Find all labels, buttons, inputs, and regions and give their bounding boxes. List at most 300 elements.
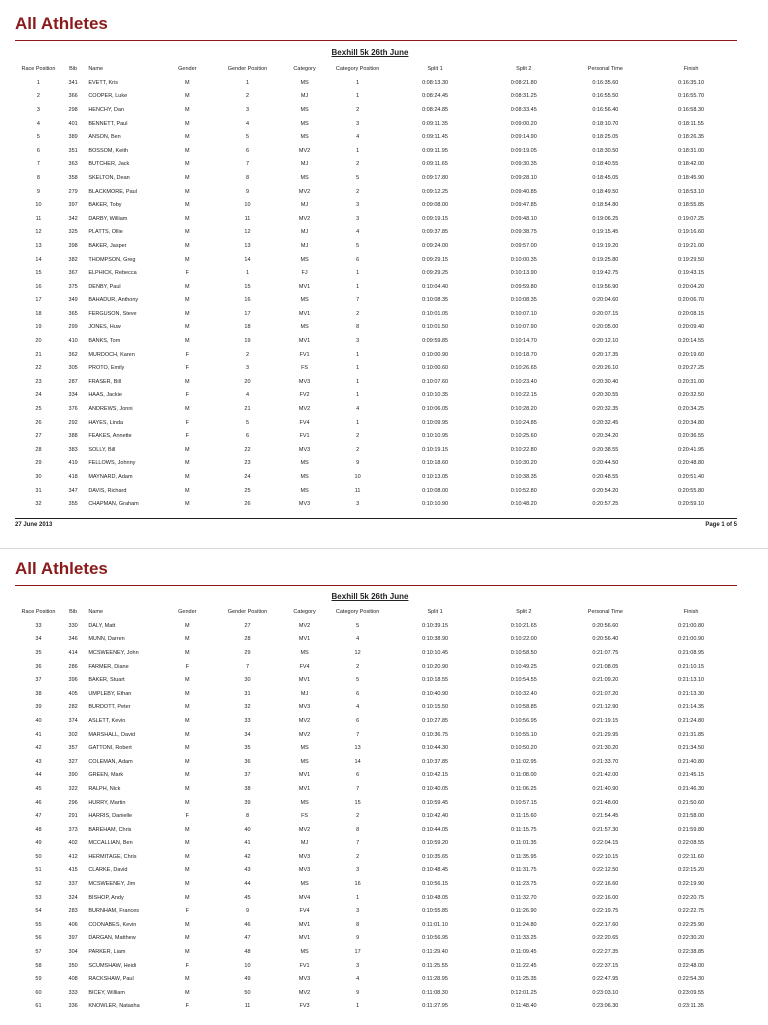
cell-personal-time: 0:22:20.65 xyxy=(592,935,619,942)
cell-gender: F xyxy=(185,351,189,358)
cell-category-position: 4 xyxy=(356,976,360,983)
cell-personal-time: 0:21:30.20 xyxy=(592,745,619,752)
cell-name: MURDOCH, Karen xyxy=(88,351,135,358)
cell-category-position: 8 xyxy=(356,826,360,833)
cell-name: BAKER, Jasper xyxy=(88,242,127,249)
cell-gender: F xyxy=(185,663,189,670)
cell-split-1: 0:10:36.75 xyxy=(422,731,449,738)
cell-split-2: 0:11:08.00 xyxy=(511,772,537,779)
cell-category: MV1 xyxy=(298,677,311,684)
cell-category: FS xyxy=(301,813,309,820)
cell-split-2: 0:10:56.95 xyxy=(510,717,537,724)
cell-bib: 336 xyxy=(68,1003,78,1010)
cell-category: MS xyxy=(300,758,309,765)
table-row xyxy=(15,457,737,471)
results-page-2 xyxy=(0,548,768,1025)
cell-name: CHAPMAN, Graham xyxy=(88,501,139,508)
cell-split-1: 0:10:00.60 xyxy=(422,365,449,372)
table-row xyxy=(15,375,737,389)
cell-bib: 419 xyxy=(68,460,78,467)
cell-name: BAREHAM, Chris xyxy=(88,826,132,833)
cell-split-2: 0:09:47.85 xyxy=(510,202,537,209)
column-header-name: Name xyxy=(88,609,103,615)
cell-category: MJ xyxy=(300,93,309,100)
cell-split-2: 0:10:21.65 xyxy=(510,622,537,629)
table-row xyxy=(15,619,737,633)
cell-category-position: 4 xyxy=(356,406,360,413)
cell-finish: 0:22:25.90 xyxy=(678,921,705,928)
cell-category-position: 2 xyxy=(356,106,360,113)
cell-name: FARMER, Diane xyxy=(88,663,129,670)
cell-split-1: 0:10:10.90 xyxy=(422,501,449,508)
cell-personal-time: 0:21:07.20 xyxy=(592,690,619,697)
cell-category-position: 5 xyxy=(356,242,360,249)
cell-race-position: 59 xyxy=(35,976,42,983)
event-title: Bexhill 5k 26th June xyxy=(331,48,409,57)
table-row xyxy=(15,972,737,986)
cell-finish: 0:20:51.40 xyxy=(678,474,705,481)
cell-personal-time: 0:20:54.20 xyxy=(592,487,619,494)
cell-category: FV2 xyxy=(299,392,310,399)
cell-race-position: 2 xyxy=(36,93,40,100)
cell-split-2: 0:09:14.90 xyxy=(510,134,537,141)
cell-category-position: 6 xyxy=(356,690,360,697)
cell-name: DARBY, William xyxy=(88,215,128,222)
cell-bib: 365 xyxy=(68,310,78,317)
table-row xyxy=(15,891,737,905)
cell-gender: F xyxy=(185,419,189,426)
table-row xyxy=(15,986,737,1000)
cell-category-position: 3 xyxy=(356,215,360,222)
cell-category: MV1 xyxy=(298,283,311,290)
heading-rule xyxy=(15,40,737,41)
cell-split-2: 0:10:23.40 xyxy=(510,378,537,385)
cell-split-1: 0:10:18.60 xyxy=(422,460,449,467)
cell-gender-position: 22 xyxy=(244,446,251,453)
cell-personal-time: 0:21:54.45 xyxy=(592,813,619,820)
cell-race-position: 53 xyxy=(35,894,42,901)
cell-bib: 358 xyxy=(68,174,78,181)
table-row xyxy=(15,103,737,117)
cell-gender-position: 39 xyxy=(244,799,251,806)
cell-category: MJ xyxy=(300,161,309,168)
cell-race-position: 28 xyxy=(35,446,42,453)
cell-split-2: 0:09:30.35 xyxy=(510,161,537,168)
cell-personal-time: 0:18:30.50 xyxy=(592,147,619,154)
cell-category-position: 1 xyxy=(356,351,360,358)
cell-gender-position: 41 xyxy=(244,840,251,847)
cell-race-position: 42 xyxy=(35,745,42,752)
cell-finish: 0:18:45.90 xyxy=(678,174,705,181)
cell-personal-time: 0:20:26.10 xyxy=(592,365,619,372)
cell-gender: M xyxy=(185,161,190,168)
cell-personal-time: 0:20:30.55 xyxy=(592,392,619,399)
cell-name: DENBY, Paul xyxy=(88,283,121,290)
cell-race-position: 4 xyxy=(36,120,40,127)
cell-gender-position: 32 xyxy=(244,704,251,711)
cell-category: MS xyxy=(300,324,309,331)
cell-split-2: 0:10:58.50 xyxy=(510,649,537,656)
cell-bib: 302 xyxy=(68,731,78,738)
cell-bib: 322 xyxy=(68,785,78,792)
cell-gender: M xyxy=(185,242,190,249)
cell-bib: 299 xyxy=(68,324,78,331)
cell-gender: M xyxy=(185,894,190,901)
cell-name: MCSWEENEY, Jim xyxy=(88,881,136,888)
column-header-category: Category xyxy=(293,609,316,615)
cell-split-2: 0:11:22.45 xyxy=(511,962,537,969)
cell-category-position: 2 xyxy=(356,813,360,820)
cell-category-position: 3 xyxy=(356,867,360,874)
cell-category: MV2 xyxy=(298,215,311,222)
cell-gender: M xyxy=(185,853,190,860)
cell-personal-time: 0:20:17.35 xyxy=(592,351,619,358)
cell-gender-position: 49 xyxy=(244,976,251,983)
cell-bib: 282 xyxy=(68,704,78,711)
cell-gender-position: 8 xyxy=(245,174,250,181)
cell-split-1: 0:10:44.05 xyxy=(422,826,449,833)
cell-finish: 0:22:20.75 xyxy=(678,894,705,901)
cell-category: FV4 xyxy=(299,663,310,670)
cell-gender: M xyxy=(185,174,190,181)
cell-race-position: 32 xyxy=(35,501,42,508)
cell-gender: M xyxy=(185,120,190,127)
cell-category-position: 12 xyxy=(354,649,361,656)
cell-category: MV3 xyxy=(298,976,311,983)
cell-bib: 375 xyxy=(68,283,78,290)
table-row xyxy=(15,416,737,430)
cell-bib: 362 xyxy=(68,351,78,358)
cell-personal-time: 0:19:19.20 xyxy=(592,242,619,249)
cell-split-2: 0:11:23.75 xyxy=(511,881,537,888)
cell-name: COONABES, Kevin xyxy=(88,921,137,928)
cell-split-1: 0:10:15.50 xyxy=(422,704,449,711)
cell-finish: 0:20:41.95 xyxy=(678,446,705,453)
cell-bib: 398 xyxy=(68,242,78,249)
table-row xyxy=(15,932,737,946)
cell-split-2: 0:09:38.75 xyxy=(510,229,537,236)
cell-personal-time: 0:21:07.75 xyxy=(592,649,619,656)
cell-gender-position: 34 xyxy=(244,731,251,738)
cell-bib: 350 xyxy=(68,962,78,969)
cell-finish: 0:18:11.55 xyxy=(678,120,704,127)
table-row xyxy=(15,877,737,891)
cell-personal-time: 0:20:57.25 xyxy=(592,501,619,508)
cell-category-position: 8 xyxy=(356,324,360,331)
cell-personal-time: 0:21:42.00 xyxy=(592,772,619,779)
cell-race-position: 16 xyxy=(35,283,42,290)
cell-name: MCCALLIAN, Ben xyxy=(88,840,133,847)
cell-category-position: 17 xyxy=(354,949,361,956)
table-row xyxy=(15,850,737,864)
table-row xyxy=(15,158,737,172)
cell-category: MJ xyxy=(300,840,309,847)
cell-gender: M xyxy=(185,826,190,833)
cell-split-2: 0:10:22.15 xyxy=(510,392,537,399)
cell-finish: 0:20:36.55 xyxy=(678,433,705,440)
cell-bib: 347 xyxy=(68,487,78,494)
table-row xyxy=(15,687,737,701)
cell-bib: 355 xyxy=(68,501,78,508)
cell-split-2: 0:09:57.00 xyxy=(510,242,537,249)
cell-bib: 373 xyxy=(68,826,78,833)
cell-category: MS xyxy=(300,745,309,752)
cell-gender: M xyxy=(185,406,190,413)
cell-finish: 0:19:07.25 xyxy=(678,215,705,222)
cell-personal-time: 0:22:19.75 xyxy=(592,908,619,915)
table-row xyxy=(15,90,737,104)
cell-finish: 0:21:40.80 xyxy=(678,758,705,765)
cell-gender: M xyxy=(185,649,190,656)
cell-finish: 0:21:14.35 xyxy=(678,704,705,711)
cell-split-2: 0:09:19.05 xyxy=(510,147,537,154)
cell-bib: 418 xyxy=(68,474,78,481)
cell-gender: M xyxy=(185,785,190,792)
cell-gender-position: 18 xyxy=(244,324,251,331)
cell-race-position: 9 xyxy=(36,188,40,195)
cell-personal-time: 0:22:10.15 xyxy=(592,853,619,860)
cell-name: GREEN, Mark xyxy=(88,772,124,779)
cell-name: SKELTON, Dean xyxy=(88,174,130,181)
cell-split-1: 0:10:48.45 xyxy=(422,867,449,874)
cell-personal-time: 0:22:37.15 xyxy=(592,962,619,969)
cell-category-position: 1 xyxy=(356,93,360,100)
cell-gender-position: 3 xyxy=(245,365,250,372)
cell-gender: F xyxy=(185,392,189,399)
cell-race-position: 60 xyxy=(35,989,42,996)
cell-race-position: 15 xyxy=(35,270,42,277)
cell-name: HARRIS, Danielle xyxy=(88,813,133,820)
cell-category-position: 7 xyxy=(356,840,360,847)
table-row xyxy=(15,660,737,674)
cell-gender-position: 42 xyxy=(244,853,251,860)
column-header-personal-time: Personal Time xyxy=(587,609,623,615)
cell-gender-position: 2 xyxy=(245,93,250,100)
footer-date: 27 June 2013 xyxy=(15,522,53,528)
cell-split-1: 0:10:35.65 xyxy=(422,853,449,860)
cell-split-2: 0:09:40.85 xyxy=(510,188,537,195)
cell-gender: M xyxy=(185,976,190,983)
cell-bib: 330 xyxy=(68,622,78,629)
cell-gender: F xyxy=(185,433,189,440)
cell-split-1: 0:11:29.40 xyxy=(422,949,448,956)
column-header-name: Name xyxy=(88,66,103,72)
cell-gender-position: 48 xyxy=(244,949,251,956)
cell-category: MS xyxy=(300,297,309,304)
cell-name: ELPHICK, Rebecca xyxy=(88,270,137,277)
cell-category-position: 1 xyxy=(356,79,360,86)
cell-gender-position: 43 xyxy=(244,867,251,874)
cell-split-2: 0:10:18.70 xyxy=(510,351,537,358)
cell-race-position: 24 xyxy=(35,392,42,399)
cell-category-position: 3 xyxy=(356,120,360,127)
cell-bib: 412 xyxy=(68,853,78,860)
cell-category-position: 2 xyxy=(356,853,360,860)
cell-gender-position: 21 xyxy=(244,406,251,413)
cell-race-position: 49 xyxy=(35,840,42,847)
cell-category: FV4 xyxy=(299,908,310,915)
table-row xyxy=(15,714,737,728)
cell-split-1: 0:09:29.25 xyxy=(422,270,449,277)
cell-race-position: 55 xyxy=(35,921,42,928)
cell-category: MS xyxy=(300,799,309,806)
table-row xyxy=(15,226,737,240)
cell-finish: 0:18:42.00 xyxy=(678,161,705,168)
table-row xyxy=(15,212,737,226)
cell-race-position: 19 xyxy=(35,324,42,331)
cell-category: MS xyxy=(300,134,309,141)
cell-split-1: 0:10:01.50 xyxy=(422,324,449,331)
cell-gender: M xyxy=(185,297,190,304)
cell-personal-time: 0:19:25.80 xyxy=(592,256,619,263)
cell-split-2: 0:10:54.55 xyxy=(510,677,537,684)
cell-split-2: 0:10:49.25 xyxy=(510,663,537,670)
cell-gender: M xyxy=(185,338,190,345)
table-row xyxy=(15,728,737,742)
cell-category: MJ xyxy=(300,229,309,236)
cell-finish: 0:21:58.00 xyxy=(678,813,705,820)
cell-finish: 0:22:15.20 xyxy=(678,867,705,874)
cell-split-1: 0:09:12.25 xyxy=(422,188,449,195)
cell-split-1: 0:09:08.00 xyxy=(422,202,449,209)
cell-gender: M xyxy=(185,324,190,331)
cell-finish: 0:22:38.85 xyxy=(678,949,705,956)
cell-personal-time: 0:20:30.40 xyxy=(592,378,619,385)
cell-name: BUTCHER, Jack xyxy=(88,161,130,168)
cell-split-1: 0:10:56.15 xyxy=(422,881,449,888)
cell-gender-position: 4 xyxy=(245,392,250,399)
event-title: Bexhill 5k 26th June xyxy=(331,592,409,601)
cell-gender-position: 6 xyxy=(245,433,250,440)
cell-finish: 0:21:24.80 xyxy=(678,717,705,724)
cell-split-2: 0:10:38.35 xyxy=(510,474,537,481)
cell-gender: M xyxy=(185,134,190,141)
table-header-row xyxy=(15,605,737,619)
cell-bib: 333 xyxy=(68,989,78,996)
column-header-gender: Gender xyxy=(178,609,197,615)
cell-race-position: 40 xyxy=(35,717,42,724)
cell-name: FERGUSON, Steve xyxy=(88,310,137,317)
cell-gender-position: 45 xyxy=(244,894,251,901)
cell-bib: 304 xyxy=(68,949,78,956)
cell-gender: M xyxy=(185,188,190,195)
cell-bib: 292 xyxy=(68,419,78,426)
table-row xyxy=(15,185,737,199)
cell-gender-position: 5 xyxy=(245,419,250,426)
cell-bib: 388 xyxy=(68,433,78,440)
cell-category-position: 7 xyxy=(356,785,360,792)
table-row xyxy=(15,633,737,647)
cell-race-position: 6 xyxy=(36,147,40,154)
cell-gender: M xyxy=(185,378,190,385)
cell-personal-time: 0:22:16.60 xyxy=(592,881,619,888)
cell-personal-time: 0:21:29.95 xyxy=(592,731,619,738)
table-row xyxy=(15,348,737,362)
page-footer xyxy=(15,518,737,528)
cell-category: MS xyxy=(300,487,309,494)
column-header-bib: Bib xyxy=(69,609,78,615)
cell-finish: 0:20:34.25 xyxy=(678,406,705,413)
cell-race-position: 31 xyxy=(35,487,42,494)
table-row xyxy=(15,864,737,878)
cell-name: BAKER, Stuart xyxy=(88,677,125,684)
cell-finish: 0:21:13.10 xyxy=(678,677,705,684)
cell-race-position: 13 xyxy=(35,242,42,249)
cell-gender-position: 13 xyxy=(244,242,251,249)
cell-gender-position: 47 xyxy=(244,935,251,942)
cell-split-1: 0:10:59.20 xyxy=(422,840,449,847)
cell-personal-time: 0:22:04.15 xyxy=(592,840,619,847)
cell-split-1: 0:11:28.95 xyxy=(422,976,448,983)
cell-finish: 0:23:11.35 xyxy=(678,1003,704,1010)
cell-split-1: 0:08:24.85 xyxy=(422,106,449,113)
cell-personal-time: 0:20:32.45 xyxy=(592,419,619,426)
cell-name: BLACKMORE, Paul xyxy=(88,188,137,195)
cell-category: MS xyxy=(300,474,309,481)
cell-race-position: 33 xyxy=(35,622,42,629)
cell-finish: 0:16:35.10 xyxy=(678,79,705,86)
cell-race-position: 45 xyxy=(35,785,42,792)
cell-gender-position: 6 xyxy=(245,147,250,154)
cell-category-position: 13 xyxy=(354,745,361,752)
cell-race-position: 50 xyxy=(35,853,42,860)
cell-category: FV1 xyxy=(299,351,310,358)
cell-split-1: 0:10:10.35 xyxy=(422,392,449,399)
cell-finish: 0:20:04.20 xyxy=(678,283,705,290)
cell-split-1: 0:09:11.65 xyxy=(422,161,448,168)
cell-name: HAAS, Jackie xyxy=(88,392,122,399)
table-row xyxy=(15,266,737,280)
cell-category: MV2 xyxy=(298,147,311,154)
cell-personal-time: 0:23:03.10 xyxy=(592,989,619,996)
cell-gender: M xyxy=(185,921,190,928)
cell-name: BURDOTT, Peter xyxy=(88,704,131,711)
cell-category: MV1 xyxy=(298,310,311,317)
cell-category-position: 8 xyxy=(356,921,360,928)
table-row xyxy=(15,171,737,185)
cell-name: DALY, Matt xyxy=(88,622,116,629)
cell-category-position: 6 xyxy=(356,256,360,263)
cell-category: MV3 xyxy=(298,378,311,385)
cell-category-position: 6 xyxy=(356,717,360,724)
cell-split-1: 0:10:18.55 xyxy=(422,677,449,684)
cell-bib: 346 xyxy=(68,636,78,643)
cell-gender-position: 1 xyxy=(245,79,250,86)
cell-finish: 0:21:00.90 xyxy=(678,636,705,643)
cell-name: KNOWLER, Natasha xyxy=(88,1003,140,1010)
column-header-gender-position: Gender Position xyxy=(227,609,268,615)
cell-gender-position: 9 xyxy=(245,188,250,195)
cell-personal-time: 0:22:27.35 xyxy=(592,949,619,956)
column-header-finish: Finish xyxy=(683,609,699,615)
cell-personal-time: 0:23:06.30 xyxy=(592,1003,619,1010)
cell-name: THOMPSON, Greg xyxy=(88,256,136,263)
cell-finish: 0:19:21.00 xyxy=(678,242,705,249)
cell-category-position: 4 xyxy=(356,134,360,141)
cell-race-position: 26 xyxy=(35,419,42,426)
cell-gender-position: 14 xyxy=(244,256,251,263)
cell-split-1: 0:10:00.90 xyxy=(422,351,449,358)
cell-split-1: 0:09:11.35 xyxy=(422,120,448,127)
cell-category: FV1 xyxy=(299,962,310,969)
table-row xyxy=(15,389,737,403)
cell-bib: 279 xyxy=(68,188,78,195)
table-row xyxy=(15,253,737,267)
cell-finish: 0:20:55.80 xyxy=(678,487,705,494)
cell-category: FV3 xyxy=(299,1003,310,1010)
cell-category-position: 2 xyxy=(356,161,360,168)
cell-finish: 0:22:30.20 xyxy=(678,935,705,942)
